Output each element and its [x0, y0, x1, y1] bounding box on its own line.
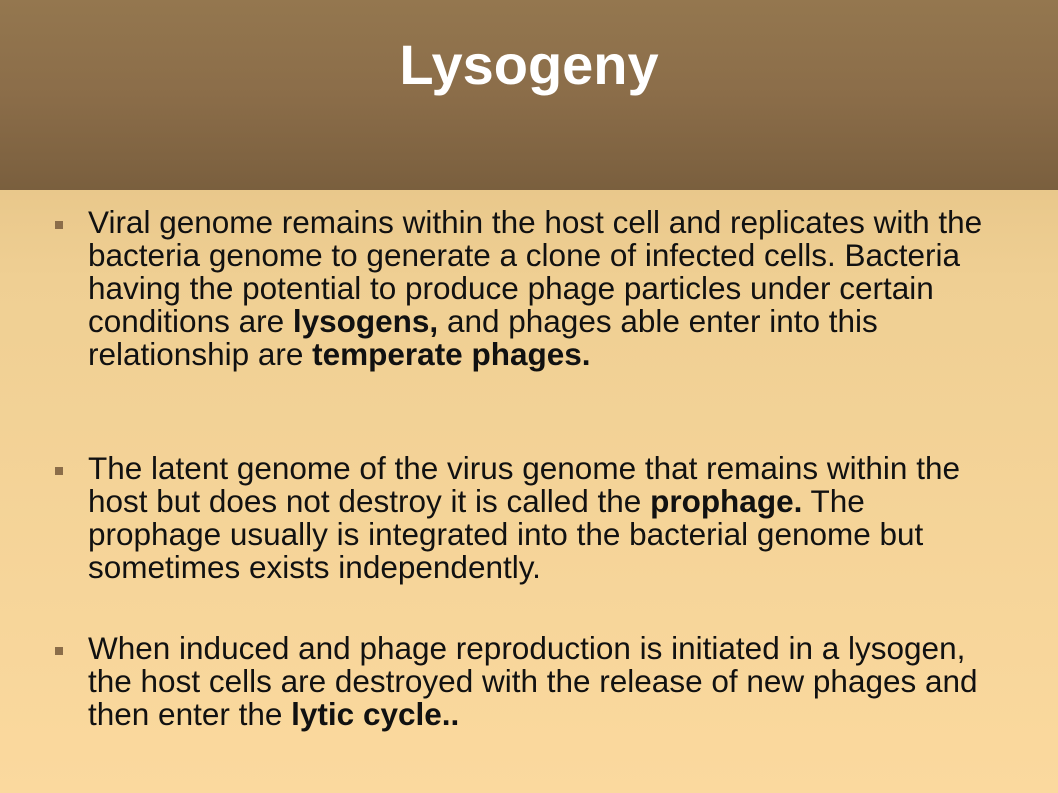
square-bullet-icon: [55, 647, 63, 655]
bullet-item: [55, 206, 1005, 371]
slide-content: [0, 190, 1058, 793]
bullet-text-segment: The latent genome of the virus genome that remains within the host but does not destroy it is called the: [88, 450, 960, 519]
bold-term-temperate-phages: temperate phages.: [312, 336, 591, 372]
bullet-text-segment: and phages able enter into this relationship are: [88, 303, 878, 372]
bullet-item: [55, 632, 1005, 731]
square-bullet-icon: [55, 221, 63, 229]
bullet-text-segment: The prophage usually is integrated into the bacterial genome but sometimes exists independently.: [88, 483, 924, 585]
bullet-item: [55, 452, 1005, 584]
square-bullet-icon: [55, 467, 63, 475]
bullet-text-segment: Viral genome remains within the host cell and replicates with the bacteria genome to generate a clone of infected cells. Bacteria having the potential to produce phage particles under certain conditions are: [88, 204, 983, 339]
slide-title: Lysogeny: [399, 33, 659, 96]
bullet-text: [88, 206, 1005, 371]
bullet-text: [88, 632, 1005, 731]
bullet-text-segment: When induced and phage reproduction is initiated in a lysogen, the host cells are destroyed with the release of new phages and then enter the: [88, 630, 978, 732]
bold-term-prophage: prophage.: [650, 483, 803, 519]
bullet-text: [88, 452, 1005, 584]
bold-term-lytic-cycle: lytic cycle..: [291, 696, 460, 732]
title-band: [0, 0, 1058, 190]
bold-term-lysogens: lysogens,: [292, 303, 439, 339]
